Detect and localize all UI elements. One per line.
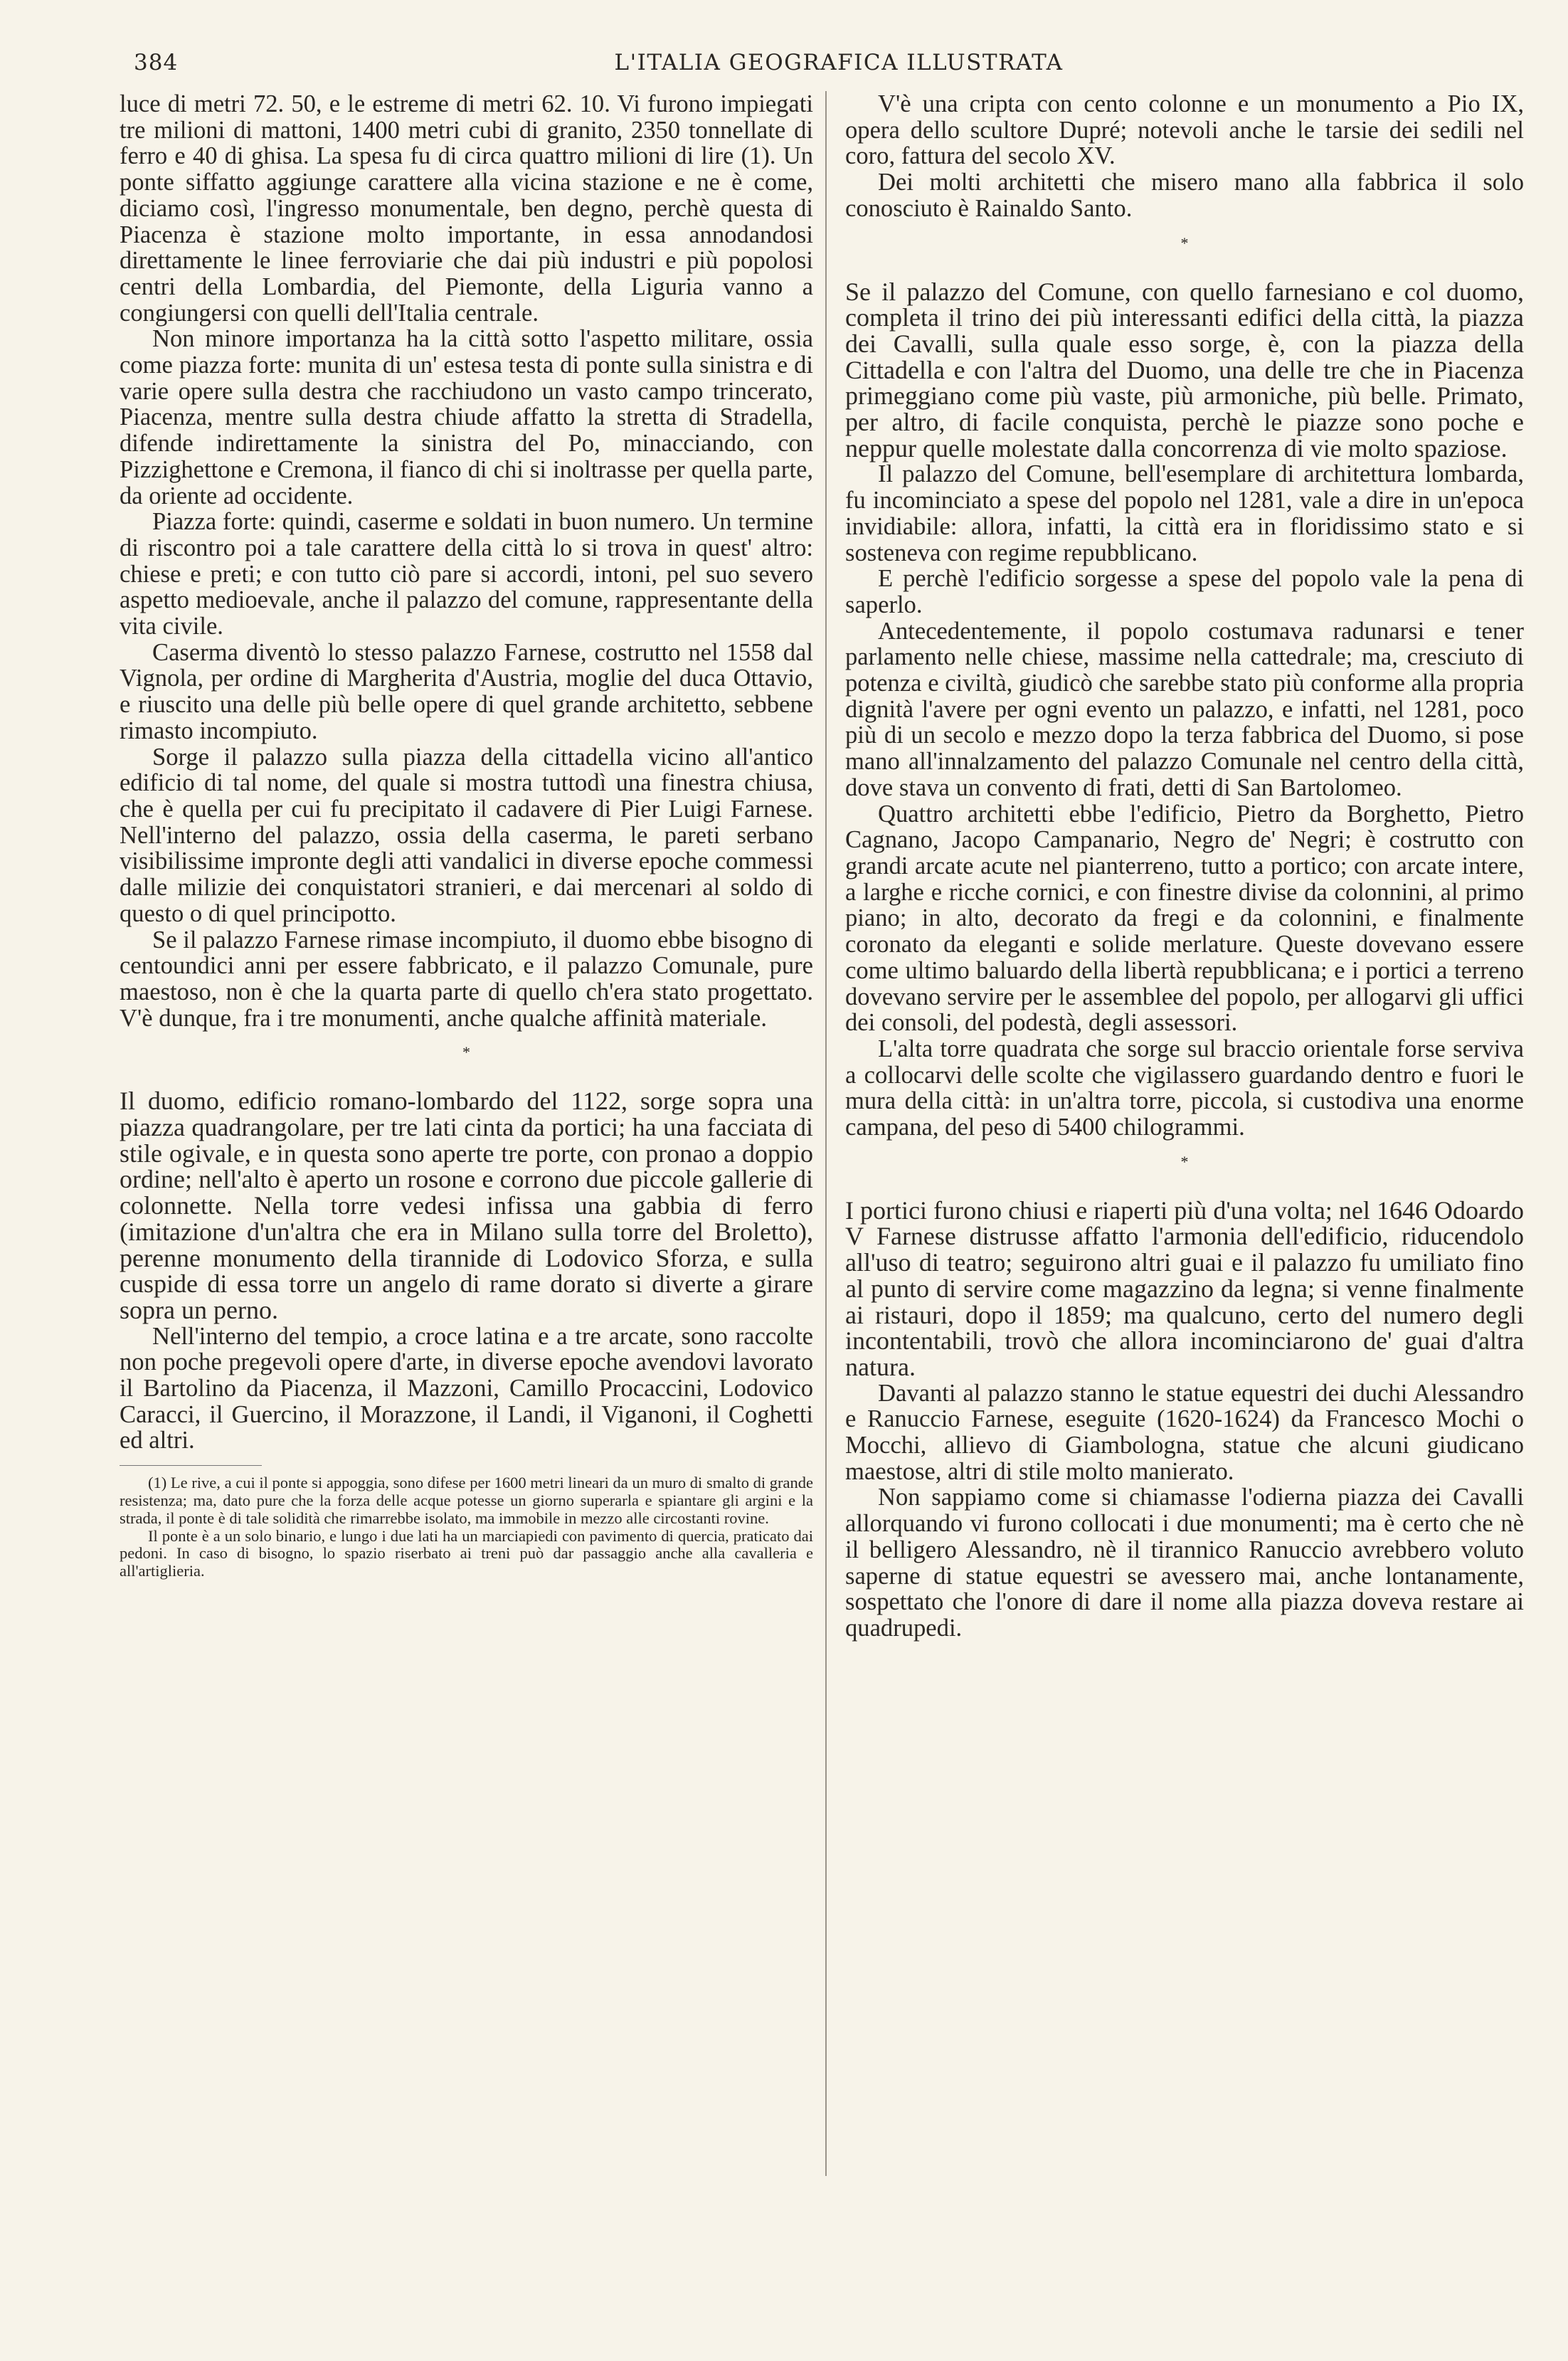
section-break-ornament: [120, 1031, 813, 1088]
right-column: [845, 91, 1524, 1642]
section-break-ornament: [845, 222, 1524, 279]
paragraph: Quattro architetti ebbe l'edificio, Pietro da Borghetto, Pietro Cagnano, Jacopo Campanario, Negro de' Negri; è costrutto con grandi arcate acute nel pianterreno, tutto a portico; con arcate intere, a larghe e ricche cornici, e con finestre divise da colonnini, al primo piano; in alto, decorato da fregi e da colonnini, e finalmente coronato da eleganti e solide merlature. Queste dovevano essere come ultimo baluardo della libertà repubblicana; e i portici a terreno dovevano servire per le assemblee del popolo, per allogarvi gli uffici dei consoli, del podestà, degli assessori.: [845, 800, 1524, 1037]
paragraph: E perchè l'edificio sorgesse a spese del popolo vale la pena di saperlo.: [845, 565, 1524, 618]
page-number: 384: [134, 50, 179, 75]
ornament-star: *: [1180, 233, 1189, 252]
column-divider: [825, 91, 827, 2176]
footnote: Il ponte è a un solo binario, e lungo i due lati ha un marciapiedi con pavimento di quercia, praticato dai pedoni. In caso di bisogno, lo spazio riserbato ai treni può dar passaggio anche alla cavalleria e all'artiglieria.: [120, 1526, 813, 1580]
paragraph: Sorge il palazzo sulla piazza della cittadella vicino all'antico edificio di tal nome, del quale si mostra tuttodì una finestra chiusa, che è quella per cui fu precipitato il cadavere di Pier Luigi Farnese. Nell'interno del palazzo, ossia della caserma, le pareti serbano visibilissime impronte degli atti vandalici in diverse epoche commessi dalle milizie dei conquistatori stranieri, e dai mercenari al soldo di questo o di quel principotto.: [120, 743, 813, 927]
section-break-ornament: [845, 1141, 1524, 1198]
paragraph: Nell'interno del tempio, a croce latina e a tre arcate, sono raccolte non poche pregevoli opere d'arte, in diverse epoche avendovi lavorato il Bartolino da Piacenza, il Mazzoni, Camillo Procaccini, Lodovico Caracci, il Guercino, il Morazzone, il Landi, il Viganoni, il Coghetti ed altri.: [120, 1322, 813, 1454]
footnote-rule: [120, 1465, 262, 1466]
paragraph: Non minore importanza ha la città sotto l'aspetto militare, ossia come piazza forte: munita di un' estesa testa di ponte sulla sinistra e di varie opere sulla destra che racchiudono un vasto campo trincerato, Piacenza, mentre sulla destra chiude affatto la stretta di Stradella, difende indirettamente la sinistra del Po, minacciando, con Pizzighettone e Cremona, il fianco di chi si inoltrasse per quella parte, da oriente ad occidente.: [120, 325, 813, 509]
paragraph: Se il palazzo del Comune, con quello farnesiano e col duomo, completa il trino dei più interessanti edifici della città, la piazza dei Cavalli, sulla quale esso sorge, è, con la piazza della Cittadella e con l'altra del Duomo, una delle tre che in Piacenza primeggiano come più vaste, più armoniche, più belle. Primato, per altro, di facile conquista, perchè le piazze sono poche e neppur quelle molestate dalla concorrenza di vie molto spaziose.: [845, 277, 1524, 463]
paragraph: Antecedentemente, il popolo costumava radunarsi e tener parlamento nelle chiese, massime nella cattedrale; ma, cresciuto di potenza e civiltà, giudicò che sarebbe stato più conforme alla propria dignità l'avere per ogni evento un palazzo, e infatti, nel 1281, poco più di un secolo e mezzo dopo la terza fabbrica del Duomo, si pose mano all'innalzamento del palazzo Comunale nel centro della città, dove stava un convento di frati, detti di San Bartolomeo.: [845, 617, 1524, 801]
paragraph: L'alta torre quadrata che sorge sul braccio orientale forse serviva a collocarvi delle scolte che vigilassero guardando dentro e fuori le mura della città: in un'altra torre, piccola, si custodiva una enorme campana, del peso di 5400 chilogrammi.: [845, 1035, 1524, 1141]
paragraph: Se il palazzo Farnese rimase incompiuto, il duomo ebbe bisogno di centoundici anni per essere fabbricato, e il palazzo Comunale, pure maestoso, non è che la quarta parte di quello ch'era stato progettato. V'è dunque, fra i tre monumenti, anche qualche affinità materiale.: [120, 926, 813, 1032]
page-header: [134, 44, 1458, 87]
paragraph: Piazza forte: quindi, caserme e soldati in buon numero. Un termine di riscontro poi a tale carattere della città lo si trova in quest' altro: chiese e preti; e con tutto ciò pare si accordi, intoni, pel suo severo aspetto medioevale, anche il palazzo del comune, rappresentante della vita civile.: [120, 508, 813, 640]
running-title: L'ITALIA GEOGRAFICA ILLUSTRATA: [614, 50, 1064, 75]
footnotes: [120, 1474, 813, 1580]
footnote: (1) Le rive, a cui il ponte si appoggia, sono difese per 1600 metri lineari da un muro di smalto di grande resistenza; ma, dato pure che la forza delle acque potesse un giorno superarla e spiantare gli argini e la strada, il ponte è di tale solidità che rimarrebbe isolato, ma immobile in mezzo alle circostanti rovine.: [120, 1474, 813, 1527]
paragraph: Dei molti architetti che misero mano alla fabbrica il solo conosciuto è Rainaldo Santo.: [845, 169, 1524, 222]
left-column: [120, 91, 813, 1580]
paragraph: Il palazzo del Comune, bell'esemplare di architettura lombarda, fu incominciato a spese del popolo nel 1281, vale a dire in un'epoca invidiabile: allora, infatti, la città era in floridissimo stato e si sosteneva con regime repubblicano.: [845, 460, 1524, 566]
paragraph: V'è una cripta con cento colonne e un monumento a Pio IX, opera dello scultore Dupré; notevoli anche le tarsie dei sedili nel coro, fattura del secolo XV.: [845, 90, 1524, 170]
paragraph: Davanti al palazzo stanno le statue equestri dei duchi Alessandro e Ranuccio Farnese, eseguite (1620-1624) da Francesco Mochi o Mocchi, allievo di Giambologna, statue che alcuni giudicano maestose, altri di stile molto manierato.: [845, 1379, 1524, 1485]
paragraph: Caserma diventò lo stesso palazzo Farnese, costrutto nel 1558 dal Vignola, per ordine di Margherita d'Austria, moglie del duca Ottavio, e riuscito una delle più belle opere di quel grande architetto, sebbene rimasto incompiuto.: [120, 638, 813, 744]
paragraph: luce di metri 72. 50, e le estreme di metri 62. 10. Vi furono impiegati tre milioni di mattoni, 1400 metri cubi di granito, 2350 tonnellate di ferro e 40 di ghisa. La spesa fu di circa quattro milioni di lire (1). Un ponte siffatto aggiunge carattere alla vicina stazione e ne è come, diciamo così, l'ingresso monumentale, ben degno, perchè questa di Piacenza è stazione molto importante, in essa annodandosi direttamente le linee ferroviarie che dai più industri e più popolosi centri della Lombardia, del Piemonte, della Liguria vanno a congiungersi con quelli dell'Italia centrale.: [120, 90, 813, 327]
ornament-star: *: [462, 1043, 470, 1062]
paragraph: Il duomo, edificio romano-lombardo del 1122, sorge sopra una piazza quadrangolare, per tre lati cinta da portici; ha una facciata di stile ogivale, e in questa sono aperte tre porte, con pronao a doppio ordine; nell'alto è aperto un rosone e corrono due piccole gallerie di colonnette. Nella torre vedesi infissa una gabbia di ferro (imitazione d'un'altra che era in Milano sulla torre del Broletto), perenne monumento della tirannide di Lodovico Sforza, e sulla cuspide di essa torre un angelo di rame dorato si diverte a girare sopra un perno.: [120, 1087, 813, 1324]
paragraph: Non sappiamo come si chiamasse l'odierna piazza dei Cavalli allorquando vi furono collocati i due monumenti; ma è certo che nè il belligero Alessandro, nè il tirannico Ranuccio avrebbero voluto saperne di statue equestri se avessero mai, anche lontanamente, sospettato che l'onore di dare il nome alla piazza doveva restare ai quadrupedi.: [845, 1484, 1524, 1642]
ornament-star: *: [1180, 1152, 1189, 1171]
paragraph: I portici furono chiusi e riaperti più d'una volta; nel 1646 Odoardo V Farnese distrusse affatto l'armonia dell'edificio, riducendolo all'uso di teatro; seguirono altri guai e il palazzo fu umiliato fino al punto di servire come magazzino da legna; si venne finalmente ai ristauri, dopo il 1859; ma qualcuno, certo del numero degli incontentabili, trovò che allora incominciarono de' guai d'altra natura.: [845, 1195, 1524, 1381]
